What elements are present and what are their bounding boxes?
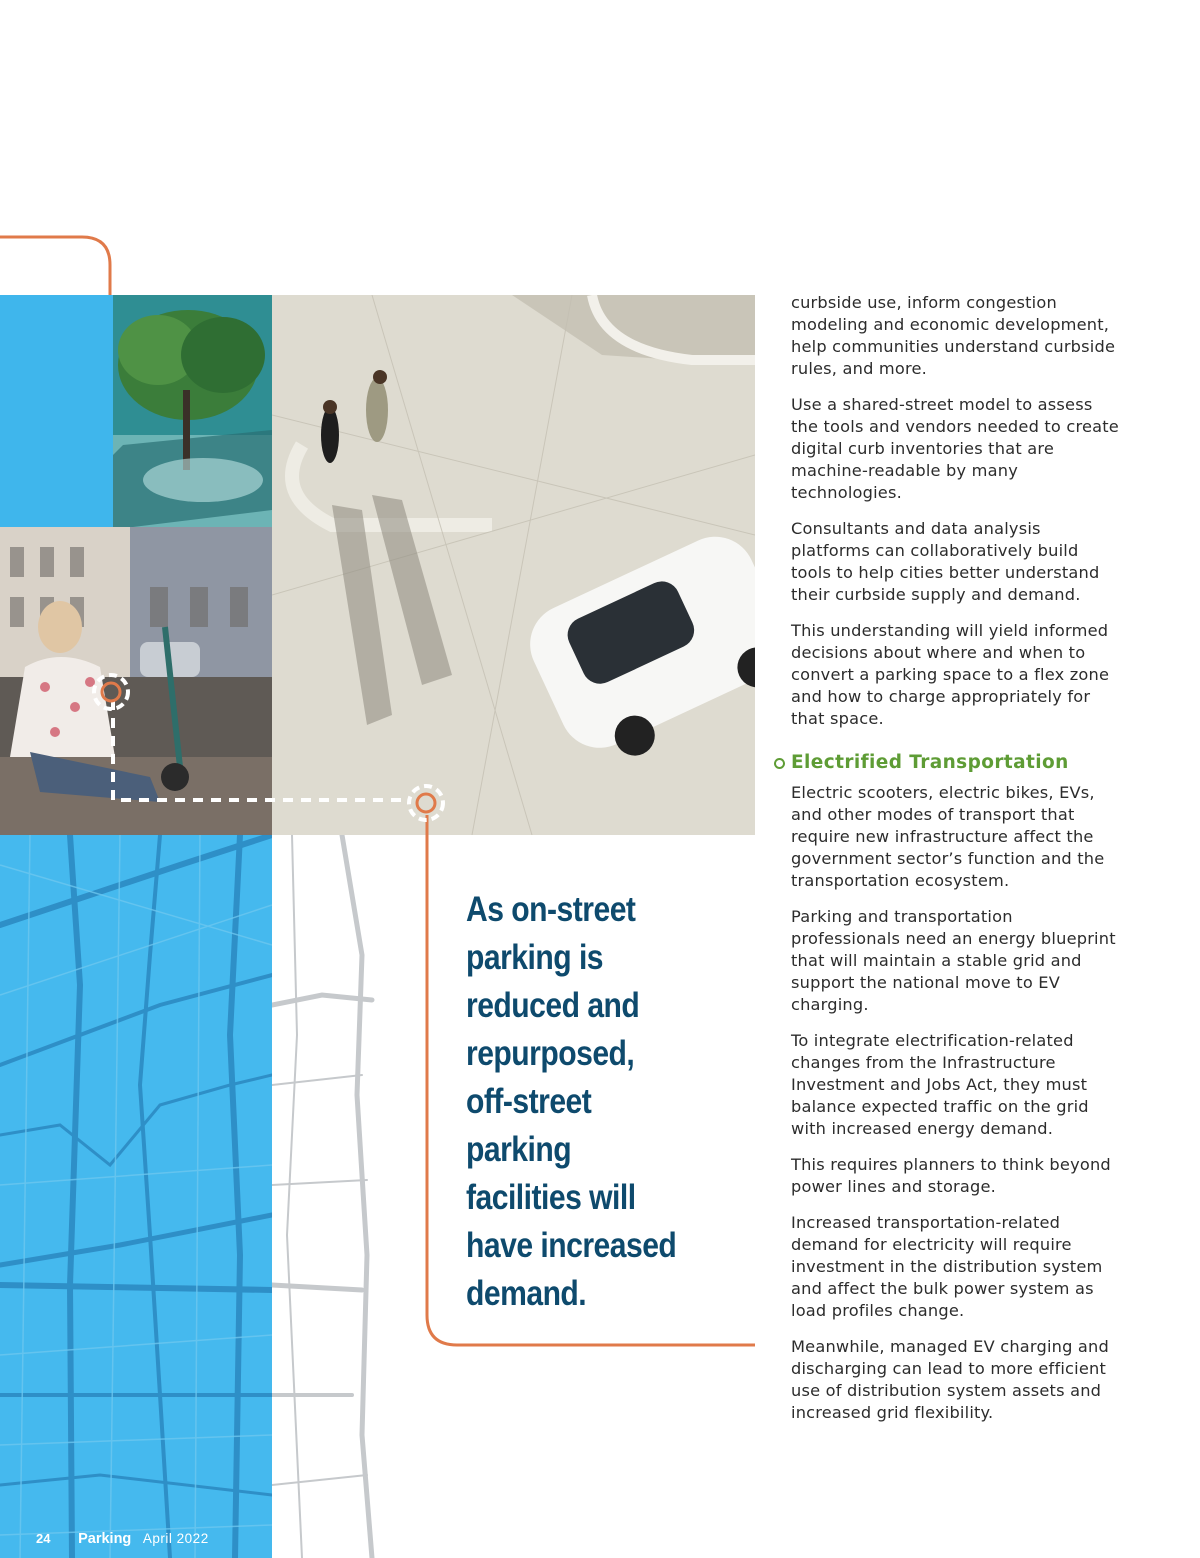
body-paragraph: Consultants and data analysis platforms can collaboratively build tools to help cities better understand their curbside supply and demand. [791, 519, 1100, 604]
body-paragraph: Use a shared-street model to assess the tools and vendors needed to create digital curb inventories that are machine-readable by many technologies. [791, 395, 1119, 502]
pull-quote [466, 886, 690, 1318]
body-paragraph: Meanwhile, managed EV charging and discharging can lead to more efficient use of distribution system assets and increased grid flexibility. [791, 1337, 1109, 1422]
pull-quote-line: facilities will [466, 1178, 636, 1217]
pull-quote-line: parking [466, 1130, 572, 1169]
pull-quote-line: repurposed, [466, 1034, 635, 1073]
pull-quote-line: parking is [466, 938, 604, 977]
body-paragraph: curbside use, inform congestion modeling and economic development, help communities understand curbside rules, and more. [791, 293, 1116, 378]
section-heading [791, 752, 1121, 774]
pull-quote-line: reduced and [466, 986, 640, 1025]
body-paragraph: Electric scooters, electric bikes, EVs, and other modes of transport that require new infrastructure affect the government sector’s function and the transportation ecosystem. [791, 783, 1105, 890]
body-paragraph: Parking and transportation professionals need an energy blueprint that will maintain a stable grid and support the national move to EV charging. [791, 907, 1116, 1014]
body-paragraph: Increased transportation-related demand for electricity will require investment in the distribution system and affect the bulk power system as load profiles change. [791, 1213, 1103, 1320]
article-body [791, 292, 1121, 1438]
body-paragraph: This requires planners to think beyond power lines and storage. [791, 1155, 1111, 1196]
body-paragraph: This understanding will yield informed decisions about where and when to convert a parking space to a flex zone and how to charge appropriately for that space. [791, 621, 1110, 728]
page-number: 24 [36, 1531, 51, 1546]
location-marker-icon [409, 786, 443, 820]
issue-date: April 2022 [142, 1531, 209, 1546]
body-paragraph: To integrate electrification-related changes from the Infrastructure Investment and Jobs Act, they must balance expected traffic on the grid with increased energy demand. [791, 1031, 1089, 1138]
pull-quote-line: off-street [466, 1082, 592, 1121]
pull-quote-line: have increased [466, 1226, 677, 1265]
section-heading-text: Electrified Transportation [791, 752, 1069, 773]
circle-bullet-icon [774, 758, 785, 769]
page-footer [36, 1531, 223, 1547]
magazine-title: Parking [78, 1531, 132, 1547]
pull-quote-line: As on-street [466, 890, 636, 929]
pull-quote-line: demand. [466, 1274, 587, 1313]
